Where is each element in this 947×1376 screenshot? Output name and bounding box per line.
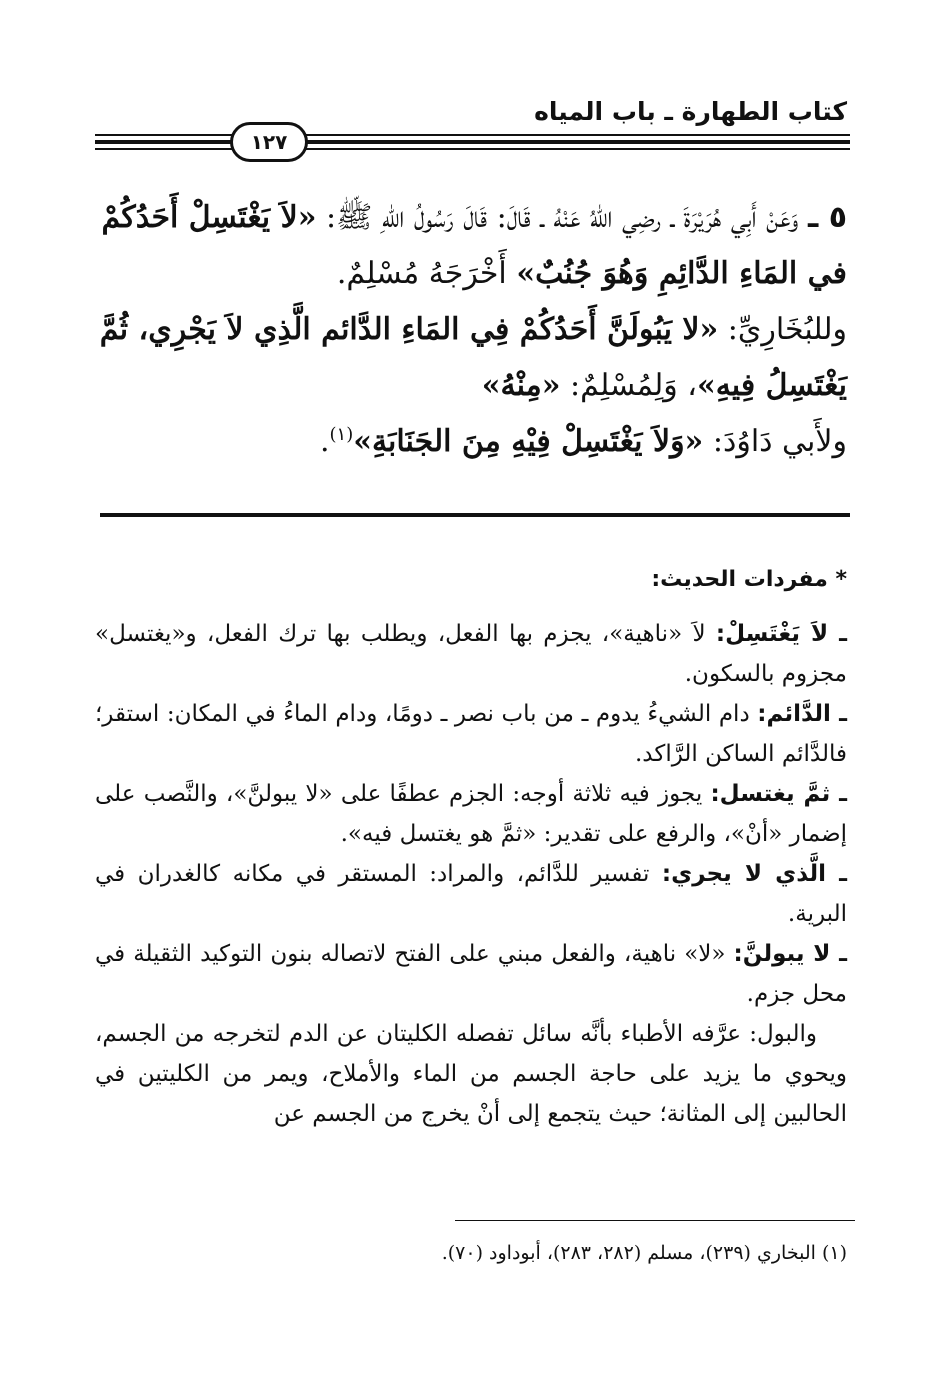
vocab-term: ـ لا يبولنَّ:: [733, 941, 848, 967]
footnote: (١) البخاري (٢٣٩)، مسلم (٢٨٢، ٢٨٣)، أبوداود (٧٠).: [441, 1242, 847, 1264]
vocab-definition: يجوز فيه ثلاثة أوجه: الجزم عطفًا على «لا يبولنَّ»، والنَّصب على إضمار «أنْ»، والرفع على تقدير: «ثمَّ هو يغتسل فيه».: [95, 781, 847, 847]
bukhari-intro: وللبُخَارِيِّ:: [727, 312, 847, 347]
vocab-item: [95, 614, 847, 694]
header-rule-thick: [95, 140, 850, 144]
header-rule-thin-bottom: [95, 148, 850, 150]
section-divider: [100, 513, 850, 517]
muslim-intro: ، وَلِمُسْلِمٌ:: [570, 368, 697, 403]
vocab-definition: «لا» ناهية، والفعل مبني على الفتح لاتصاله بنون التوكيد الثقيلة في محل جزم.: [95, 941, 847, 1007]
hadith-number: ٥ ـ: [807, 200, 847, 235]
hadith-matn-1: «لاَ يَغْتَسِلْ أَحَدُكُمْ في المَاءِ الدَّائِمِ وَهُوَ جُنُبٌ»: [101, 200, 847, 291]
hadith-text: [87, 190, 847, 470]
hadith-takhrij-1: أَخْرَجَهُ مُسْلِمٌ.: [336, 256, 507, 291]
running-title: كتاب الطهارة ـ باب المياه: [534, 97, 847, 126]
urine-paragraph: والبول: عرَّفه الأطباء بأنَّه سائل تفصله الكليتان عن الدم لتخرجه من الجسم، ويحوي ما يزيد على حاجة الجسم من الماء والأملاح، ويمر من الكليتين في الحالبين إلى المثانة؛ حيث يتجمع إلى أنْ يخرج من الجسم عن: [95, 1021, 847, 1127]
header-rule: [95, 132, 850, 152]
vocab-term: ـ ثمَّ يغتسل:: [710, 781, 848, 807]
vocabulary-heading: * مفردات الحديث:: [651, 567, 847, 592]
vocab-definition: تفسير للدَّائم، والمراد: المستقر في مكانه كالغدران في البرية.: [95, 861, 847, 927]
vocab-term: ـ لاَ يَغْتَسِلْ:: [715, 621, 848, 647]
hadith-matn-2: «لا يَبُولَنَّ أَحَدُكُمْ فِي المَاءِ الدَّائم الَّذِي لاَ يَجْرِي، ثُمَّ يَغْتَسِلُ فِيهِ»: [99, 312, 847, 403]
vocab-definition: دام الشيءُ يدوم ـ من باب نصر ـ دومًا، ودام الماءُ في المكان: استقر؛ فالدَّائم الساكن الرَّاكد.: [95, 701, 847, 767]
footnote-rule: [455, 1220, 855, 1221]
hadith-paragraph-1: [87, 190, 847, 302]
vocabulary-section: [95, 560, 847, 1134]
vocab-item: [95, 694, 847, 774]
page-number: ١٢٧: [230, 122, 308, 162]
footnote-reference: (١): [329, 424, 354, 445]
hadith-isnad: وَعَنْ أَبِي هُرَيْرَةَ ـ رضِي اللهُ عَنْهُ ـ قَالَ: قَالَ رَسُولُ اللهِ ﷺ:: [326, 200, 799, 235]
hadith-paragraph-3: [87, 414, 847, 470]
vocab-definition: لاَ «ناهية»، يجزم بها الفعل، ويطلب بها ترك الفعل، و«يغتسل» مجزوم بالسكون.: [95, 621, 847, 687]
vocab-term: ـ الدَّائم:: [757, 701, 848, 727]
header-rule-thin-top: [95, 134, 850, 136]
vocab-item: [95, 774, 847, 854]
vocab-item: [95, 934, 847, 1014]
hadith-matn-3: «مِنْهُ»: [481, 368, 561, 403]
abudawud-intro: ولأَبي دَاوُدَ:: [712, 424, 847, 459]
hadith-end: .: [319, 424, 330, 459]
hadith-paragraph-2: [87, 302, 847, 414]
vocab-term: ـ الَّذي لا يجري:: [661, 861, 848, 887]
vocab-item: [95, 854, 847, 934]
hadith-matn-4: «وَلاَ يَغْتَسِلْ فِيْهِ مِنَ الجَنَابَةِ»: [353, 424, 704, 459]
